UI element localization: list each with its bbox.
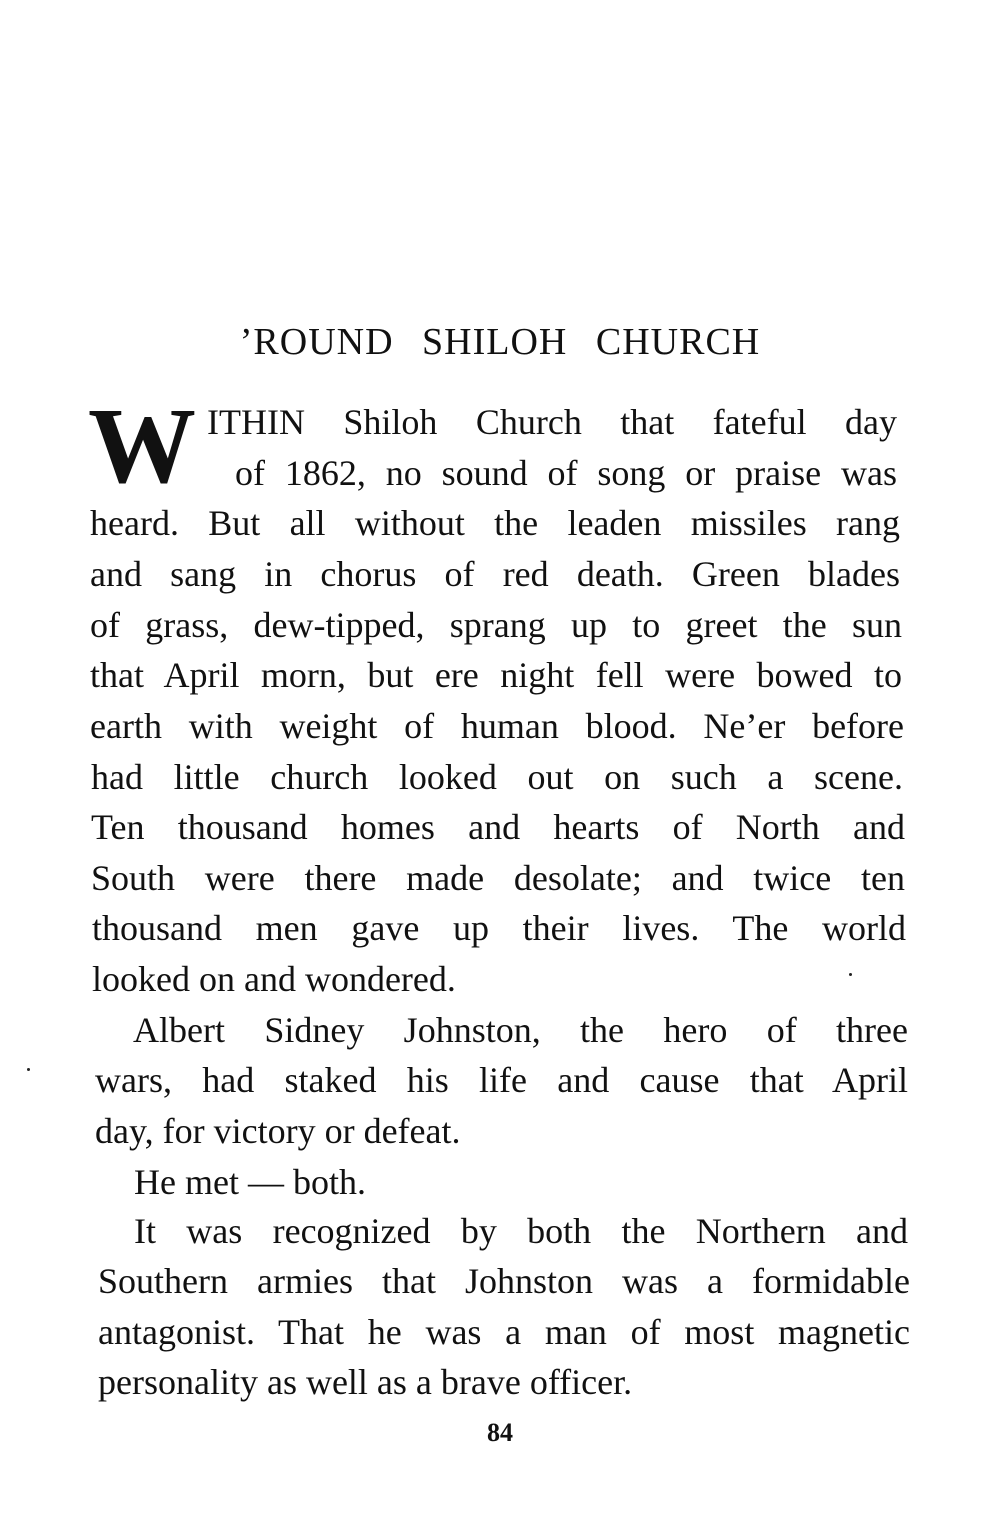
chapter-title: ’ROUND SHILOH CHURCH: [239, 321, 761, 363]
text-line: of 1862, no sound of song or praise was: [235, 453, 897, 493]
text-line: South were there made desolate; and twice ten: [91, 858, 905, 898]
text-line: He met — both.: [134, 1162, 366, 1202]
text-line: looked on and wondered.: [92, 959, 456, 999]
drop-cap: W: [88, 387, 196, 506]
text-line: antagonist. That he was a man of most magnetic: [98, 1312, 910, 1352]
text-line: Albert Sidney Johnston, the hero of three: [133, 1010, 908, 1050]
text-line: personality as well as a brave officer.: [98, 1362, 633, 1402]
text-line: Southern armies that Johnston was a formidable: [98, 1261, 910, 1301]
print-speck: [27, 1068, 30, 1071]
text-line: ITHIN Shiloh Church that fateful day: [207, 402, 897, 442]
print-speck: [849, 973, 852, 976]
text-line: It was recognized by both the Northern and: [134, 1211, 908, 1251]
text-line: wars, had staked his life and cause that April: [95, 1060, 908, 1100]
text-line: day, for victory or defeat.: [95, 1111, 461, 1151]
text-line: and sang in chorus of red death. Green blades: [90, 554, 900, 594]
text-line: of grass, dew-tipped, sprang up to greet the sun: [90, 605, 902, 645]
text-line: had little church looked out on such a scene.: [91, 757, 903, 797]
text-line: heard. But all without the leaden missiles rang: [90, 503, 900, 543]
text-line: earth with weight of human blood. Ne’er before: [90, 706, 904, 746]
page-number: 84: [487, 1418, 513, 1447]
text-line: thousand men gave up their lives. The world: [92, 908, 906, 948]
text-line: Ten thousand homes and hearts of North and: [91, 807, 905, 847]
text-line: that April morn, but ere night fell were bowed to: [90, 655, 902, 695]
